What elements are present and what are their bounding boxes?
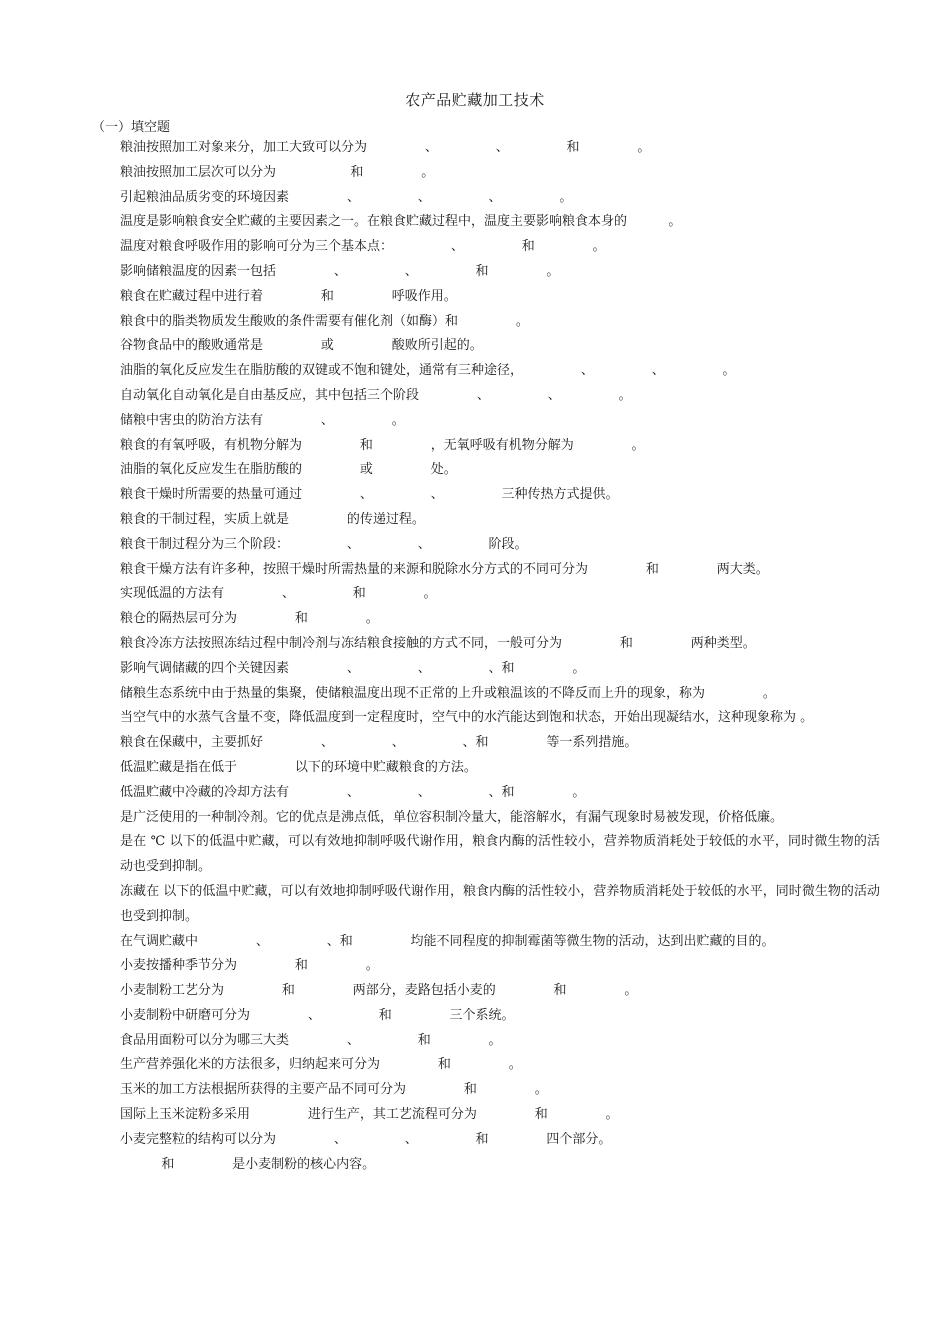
question-line: 粮食干燥时所需要的热量可通过 、 、 三种传热方式提供。 bbox=[120, 487, 619, 503]
question-line: 小麦完整粒的结构可以分为 、 、 和 四个部分。 bbox=[120, 1131, 612, 1147]
question-line: 粮食干燥方法有许多种，按照干燥时所需热量的来源和脱除水分方式的不同可分为 和 两大类。 bbox=[120, 561, 769, 577]
question-line: 谷物食品中的酸败通常是 或 酸败所引起的。 bbox=[120, 338, 483, 354]
question-line: 粮食冷冻方法按照冻结过程中制冷剂与冻结粮食接触的方式不同，一般可分为 和 两种类型。 bbox=[120, 635, 756, 651]
question-list bbox=[120, 136, 880, 1177]
question-line: 引起粮油品质劣变的环境因素 、 、 、 。 bbox=[120, 189, 573, 205]
question-line: 是广泛使用的一种制冷剂。它的优点是沸点低，单位容积制冷量大，能溶解水，有漏气现象时易被发现，价格低廉。 bbox=[120, 809, 784, 825]
page-title: 农产品贮藏加工技术 bbox=[405, 91, 545, 109]
question-line: 影响气调储藏的四个关键因素 、 、 、和 。 bbox=[120, 660, 586, 676]
question-line: 食品用面粉可以分为哪三大类 、 和 。 bbox=[120, 1032, 502, 1048]
question-line: 粮油按照加工对象来分，加工大致可以分为 、 、 和 。 bbox=[120, 140, 651, 155]
question-line: 粮油按照加工层次可以分为 和 。 bbox=[120, 164, 435, 180]
question-line: 粮食的干制过程，实质上就是 的传递过程。 bbox=[120, 511, 425, 527]
question-line: 粮食中的脂类物质发生酸败的条件需要有催化剂（如酶）和 。 bbox=[120, 313, 529, 329]
question-line: 温度是影响粮食安全贮藏的主要因素之一。在粮食贮藏过程中，温度主要影响粮食本身的 。 bbox=[120, 214, 682, 230]
question-line: 当空气中的水蒸气含量不变，降低温度到一定程度时，空气中的水汽能达到饱和状态，开始出现凝结水，这种现象称为 。 bbox=[120, 710, 814, 726]
question-line: 小麦制粉中研磨可分为 、 和 三个系统。 bbox=[120, 1007, 515, 1023]
question-line: 低温贮藏中冷藏的冷却方法有 、 、 、和 。 bbox=[120, 784, 586, 800]
question-line: 玉米的加工方法根据所获得的主要产品不同可分为 和 。 bbox=[120, 1082, 548, 1098]
question-line: 低温贮藏是指在低于 以下的环境中贮藏粮食的方法。 bbox=[120, 759, 477, 775]
question-line: 温度对粮食呼吸作用的影响可分为三个基本点： 、 和 。 bbox=[120, 239, 606, 255]
question-line: 储粮中害虫的防治方法有 、 。 bbox=[120, 412, 405, 428]
question-line: 油脂的氧化反应发生在脂肪酸的双键或不饱和键处，通常有三种途径， 、 、 。 bbox=[120, 363, 736, 379]
question-line: 储粮生态系统中由于热量的集聚，使储粮温度出现不正常的上升或粮温该的不降反而上升的现象，称为 。 bbox=[120, 685, 776, 701]
question-line: 粮食在保藏中，主要抓好 、 、 、和 等一系列措施。 bbox=[120, 735, 638, 751]
question-line: 粮仓的隔热层可分为 和 。 bbox=[120, 611, 379, 627]
question-line: 国际上玉米淀粉多采用 进行生产，其工艺流程可分为 和 。 bbox=[120, 1107, 619, 1123]
question-line: 小麦制粉工艺分为 和 两部分，麦路包括小麦的 和 。 bbox=[120, 983, 638, 999]
question-line: 影响储粮温度的因素一包括 、 、 和 。 bbox=[120, 263, 560, 279]
question-line: 油脂的氧化反应发生在脂肪酸的 或 处。 bbox=[120, 462, 457, 478]
question-line: 粮食干制过程分为三个阶段： 、 、 阶段。 bbox=[120, 536, 528, 552]
question-line: 小麦按播种季节分为 和 。 bbox=[120, 958, 379, 974]
question-line: 生产营养强化米的方法很多，归纳起来可分为 和 。 bbox=[120, 1057, 522, 1073]
question-line: 和 是小麦制粉的核心内容。 bbox=[120, 1156, 376, 1172]
question-line: 冻藏在 以下的低温中贮藏，可以有效地抑制呼吸代谢作用，粮食内酶的活性较小，营养物质消耗处于较低的水平，同时微生物的活动也受到抑制。 bbox=[120, 883, 880, 924]
question-line: 粮食在贮藏过程中进行着 和 呼吸作用。 bbox=[120, 288, 457, 304]
question-line: 实现低温的方法有 、 和 。 bbox=[120, 586, 437, 602]
question-line: 粮食的有氧呼吸，有机物分解为 和 ，无氧呼吸有机物分解为 。 bbox=[120, 437, 645, 453]
question-line: 在气调贮藏中 、 、和 均能不同程度的抑制霉菌等微生物的活动，达到出贮藏的目的。 bbox=[120, 933, 775, 949]
question-line: 是在 ℃ 以下的低温中贮藏，可以有效地抑制呼吸代谢作用，粮食内酶的活性较小，营养物质消耗处于较低的水平，同时微生物的活动也受到抑制。 bbox=[120, 834, 880, 875]
section-heading: （一）填空题 bbox=[92, 120, 171, 135]
question-line: 自动氧化自动氧化是自由基反应，其中包括三个阶段 、 、 。 bbox=[120, 387, 632, 403]
